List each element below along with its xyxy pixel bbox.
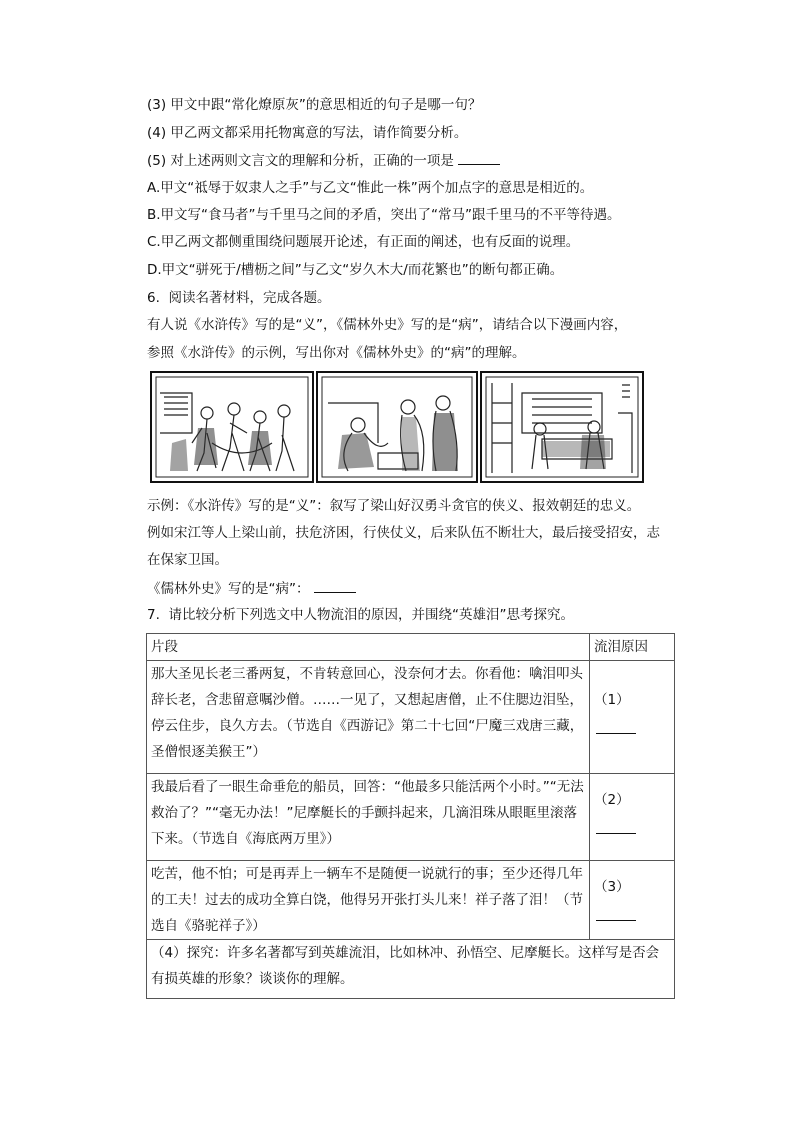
answer-blank[interactable] (458, 151, 500, 165)
question-5 (147, 151, 500, 170)
example-line-1: 示例：《水浒传》写的是“义”：叙写了梁山好汉勇斗贪官的侠义、报效朝廷的忠义。 (147, 498, 641, 514)
comic-panel-3-illustration (482, 373, 642, 481)
reason-blank[interactable] (596, 713, 636, 734)
table-row (147, 861, 675, 940)
table-row (147, 940, 675, 999)
header-excerpt: 片段 (147, 634, 590, 661)
reason-number: （1） (594, 692, 630, 708)
comic-strip (150, 371, 644, 483)
question-6-intro-1: 有人说《水浒传》写的是“义”，《儒林外史》写的是“病”，请结合以下漫画内容， (147, 317, 628, 333)
question-7-table (146, 633, 675, 999)
excerpt-cell: 吃苦，他不怕；可是再弄上一辆车不是随便一说就行的事；至少还得几年的工夫！过去的成功全算白饶，他得另开张打头儿来！祥子落了泪！（节选自《骆驼祥子》） (147, 861, 590, 940)
reason-number: （3） (594, 879, 630, 895)
option-c: C.甲乙两文都侧重围绕问题展开论述，有正面的阐述，也有反面的说理。 (147, 234, 580, 250)
question-3: (3) 甲文中跟“常化燎原灰”的意思相近的句子是哪一句？ (147, 97, 482, 113)
header-reason: 流泪原因 (590, 634, 675, 661)
question-4: (4) 甲乙两文都采用托物寓意的写法，请作简要分析。 (147, 125, 468, 141)
excerpt-cell: 我最后看了一眼生命垂危的船员，回答：“他最多只能活两个小时。”“无法救治了？”“毫无办法！”尼摩艇长的手颤抖起来，几滴泪珠从眼眶里滚落下来。（节选自《海底两万里》） (147, 774, 590, 861)
question-6-answer-label: 《儒林外史》写的是“病”： (147, 581, 310, 597)
comic-panel-3 (480, 371, 644, 483)
example-line-3: 在保家卫国。 (147, 552, 228, 568)
table-header-row (147, 634, 675, 661)
question-5-text: (5) 对上述两则文言文的理解和分析，正确的一项是 (147, 153, 454, 169)
question-6-intro-2: 参照《水浒传》的示例，写出你对《儒林外史》的“病”的理解。 (147, 345, 526, 361)
inquiry-cell: （4）探究：许多名著都写到英雄流泪，比如林冲、孙悟空、尼摩艇长。这样写是否会有损英雄的形象？谈谈你的理解。 (147, 940, 675, 999)
reason-cell (590, 661, 675, 774)
reason-cell (590, 774, 675, 861)
question-6-answer (147, 579, 356, 598)
comic-panel-2-illustration (318, 373, 476, 481)
reason-blank[interactable] (596, 813, 636, 834)
comic-panel-1 (150, 371, 314, 483)
answer-blank[interactable] (314, 579, 356, 593)
reason-cell (590, 861, 675, 940)
option-b: B.甲文写“食马者”与千里马之间的矛盾，突出了“常马”跟千里马的不平等待遇。 (147, 207, 621, 223)
question-6-heading: 6. 阅读名著材料，完成各题。 (147, 290, 331, 306)
table-row (147, 774, 675, 861)
option-a: A.甲文“祗辱于奴隶人之手”与乙文“惟此一株”两个加点字的意思是相近的。 (147, 180, 594, 196)
example-line-2: 例如宋江等人上梁山前，扶危济困，行侠仗义，后来队伍不断壮大，最后接受招安，志 (147, 525, 660, 541)
table-row (147, 661, 675, 774)
option-d: D.甲文“骈死于/槽枥之间”与乙文“岁久木大/而花繁也”的断句都正确。 (147, 262, 564, 278)
reason-blank[interactable] (596, 900, 636, 921)
comic-panel-1-illustration (152, 373, 312, 481)
question-7-heading: 7. 请比较分析下列选文中人物流泪的原因，并围绕“英雄泪”思考探究。 (147, 607, 574, 623)
excerpt-cell: 那大圣见长老三番两复，不肯转意回心，没奈何才去。你看他：噙泪叩头辞长老，含悲留意嘱沙僧。……一见了，又想起唐僧，止不住腮边泪坠，停云住步，良久方去。（节选自《西游记》第二十七回“尸魔三戏唐三藏，圣僧恨逐美猴王”） (147, 661, 590, 774)
comic-panel-2 (316, 371, 478, 483)
reason-number: （2） (594, 792, 630, 808)
